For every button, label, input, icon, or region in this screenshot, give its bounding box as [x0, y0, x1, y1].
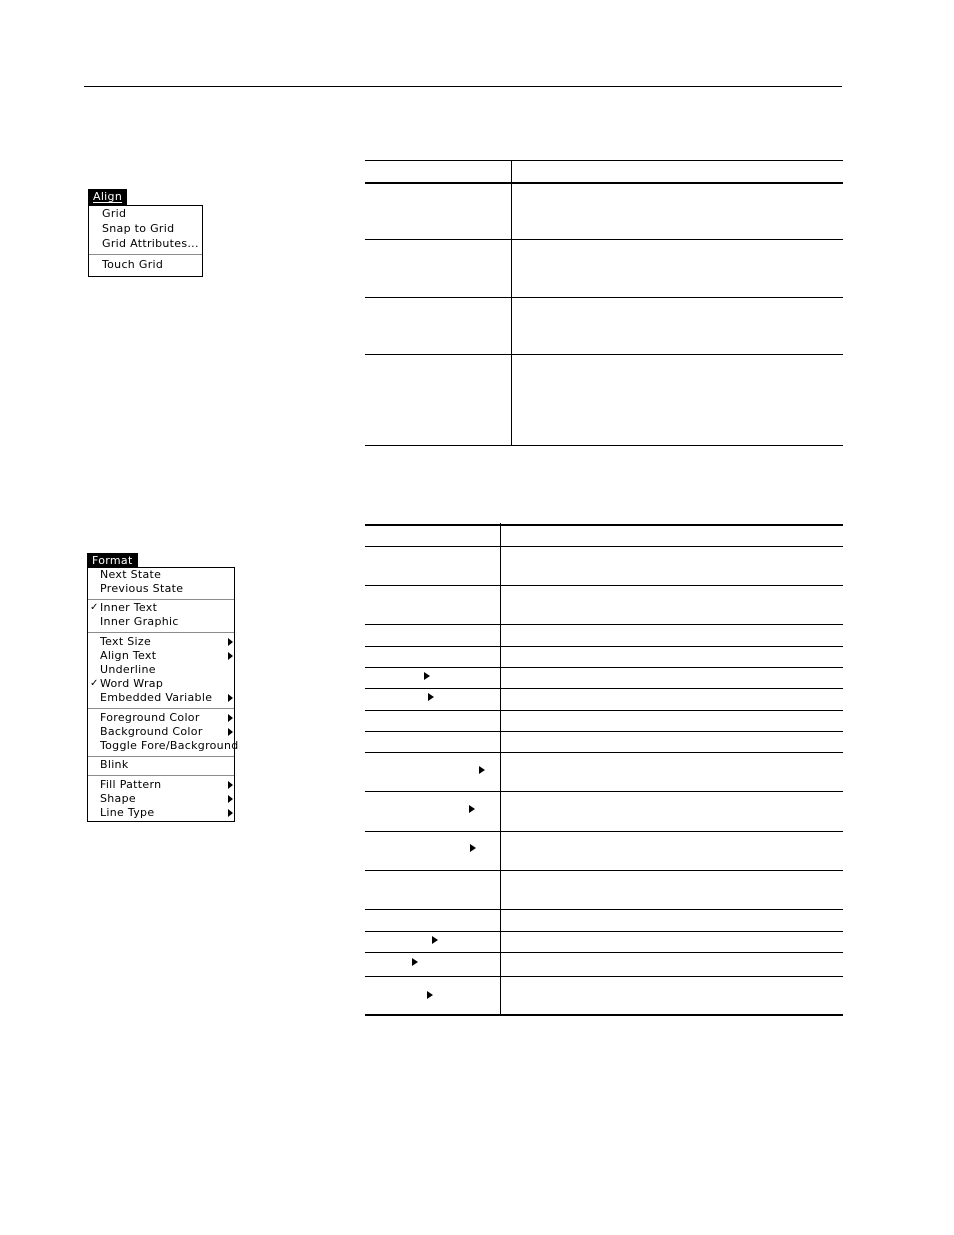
- menu-item-label: Line Type: [100, 806, 155, 819]
- menu-item-inner-graphic[interactable]: [88, 615, 234, 629]
- menu-separator: [88, 775, 234, 776]
- menu-item-label: Next State: [100, 568, 162, 581]
- table-rule: [365, 624, 843, 625]
- menu-item-foreground-color[interactable]: [88, 711, 234, 725]
- table-column-divider: [511, 160, 512, 446]
- menu-item-inner-text[interactable]: [88, 601, 234, 615]
- menu-item-grid[interactable]: [89, 207, 202, 221]
- table-rule: [365, 752, 843, 753]
- menu-item-underline[interactable]: [88, 663, 234, 677]
- submenu-arrow-icon: [228, 781, 233, 789]
- table-rule: [365, 931, 843, 932]
- table-rule: [365, 1014, 843, 1016]
- format-menu-dropdown: [87, 567, 239, 822]
- submenu-arrow-icon: [228, 638, 233, 646]
- table-rule: [365, 646, 843, 647]
- page-header-rule: [84, 86, 842, 87]
- menu-item-shape[interactable]: [88, 792, 234, 806]
- menu-item-label: Grid: [102, 207, 127, 220]
- submenu-arrow-icon: [427, 991, 433, 999]
- menu-item-label: Toggle Fore/Background: [100, 739, 239, 752]
- align-menu-dropdown: [88, 205, 203, 277]
- table-rule: [365, 160, 843, 161]
- menu-item-label: Embedded Variable: [100, 691, 213, 704]
- submenu-arrow-icon: [228, 714, 233, 722]
- menu-separator: [88, 632, 234, 633]
- menu-item-label: Touch Grid: [102, 258, 164, 271]
- menu-item-label: Grid Attributes...: [102, 237, 199, 250]
- table-rule: [365, 870, 843, 871]
- menu-item-word-wrap[interactable]: [88, 677, 234, 691]
- submenu-arrow-icon: [228, 795, 233, 803]
- table-column-divider: [500, 523, 501, 1015]
- submenu-arrow-icon: [228, 728, 233, 736]
- menu-item-label: Foreground Color: [100, 711, 200, 724]
- submenu-arrow-icon: [424, 672, 430, 680]
- menu-separator: [89, 254, 202, 255]
- menu-item-snap-to-grid[interactable]: [89, 222, 202, 236]
- menu-item-label: Inner Graphic: [100, 615, 179, 628]
- table-rule: [365, 667, 843, 668]
- menu-item-previous-state[interactable]: [88, 582, 234, 596]
- submenu-arrow-icon: [412, 958, 418, 966]
- menu-item-label: Underline: [100, 663, 156, 676]
- menu-item-line-type[interactable]: [88, 806, 234, 820]
- table-rule: [365, 546, 843, 547]
- submenu-arrow-icon: [469, 805, 475, 813]
- table-rule: [365, 182, 843, 184]
- menu-item-touch-grid[interactable]: [89, 258, 202, 272]
- table-rule: [365, 524, 843, 526]
- menu-item-label: Fill Pattern: [100, 778, 162, 791]
- submenu-arrow-icon: [228, 809, 233, 817]
- submenu-arrow-icon: [228, 694, 233, 702]
- format-menu: [87, 553, 239, 822]
- submenu-arrow-icon: [428, 693, 434, 701]
- submenu-arrow-icon: [479, 766, 485, 774]
- table-rule: [365, 354, 843, 355]
- format-commands-table: [365, 523, 843, 1018]
- menu-item-background-color[interactable]: [88, 725, 234, 739]
- menu-item-label: Align Text: [100, 649, 157, 662]
- format-menu-title[interactable]: Format: [87, 553, 138, 569]
- menu-item-label: Blink: [100, 758, 129, 771]
- menu-item-fill-pattern[interactable]: [88, 778, 234, 792]
- table-rule: [365, 952, 843, 953]
- check-icon: ✓: [90, 678, 99, 689]
- align-menu-title[interactable]: Align: [88, 189, 127, 205]
- table-rule: [365, 585, 843, 586]
- submenu-arrow-icon: [432, 936, 438, 944]
- menu-item-label: Background Color: [100, 725, 203, 738]
- menu-item-grid-attributes[interactable]: [89, 237, 202, 251]
- table-rule: [365, 976, 843, 977]
- table-rule: [365, 688, 843, 689]
- submenu-arrow-icon: [470, 844, 476, 852]
- menu-item-blink[interactable]: [88, 758, 234, 772]
- menu-separator: [88, 599, 234, 600]
- menu-item-toggle-fore-background[interactable]: [88, 739, 239, 753]
- table-rule: [365, 831, 843, 832]
- menu-item-align-text[interactable]: [88, 649, 234, 663]
- table-rule: [365, 710, 843, 711]
- menu-item-label: Previous State: [100, 582, 184, 595]
- table-rule: [365, 731, 843, 732]
- table-rule: [365, 791, 843, 792]
- menu-item-label: Inner Text: [100, 601, 158, 614]
- menu-item-text-size[interactable]: [88, 635, 234, 649]
- check-icon: ✓: [90, 602, 99, 613]
- menu-separator: [88, 756, 234, 757]
- menu-item-next-state[interactable]: [88, 568, 234, 582]
- submenu-arrow-icon: [228, 652, 233, 660]
- menu-item-label: Word Wrap: [100, 677, 164, 690]
- table-rule: [365, 445, 843, 446]
- menu-item-label: Snap to Grid: [102, 222, 175, 235]
- align-menu: [88, 189, 203, 277]
- table-rule: [365, 909, 843, 910]
- menu-item-embedded-variable[interactable]: [88, 691, 234, 705]
- menu-separator: [88, 708, 234, 709]
- table-rule: [365, 239, 843, 240]
- menu-item-label: Text Size: [100, 635, 152, 648]
- align-commands-table: [365, 160, 843, 450]
- table-rule: [365, 297, 843, 298]
- menu-item-label: Shape: [100, 792, 136, 805]
